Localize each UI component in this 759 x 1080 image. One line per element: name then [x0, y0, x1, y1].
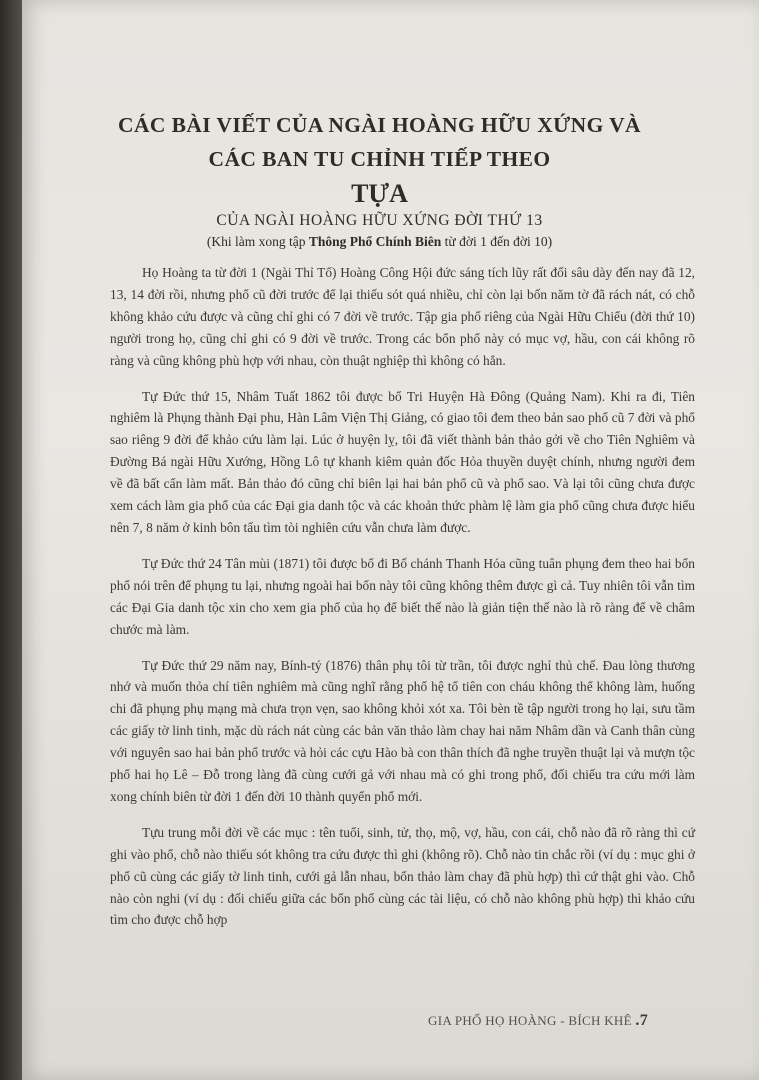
note-bold: Thông Phổ Chính Biên	[308, 234, 442, 249]
title-line-2: CÁC BAN TU CHỈNH TIẾP THEO	[208, 147, 551, 171]
title-line-1: CÁC BÀI VIẾT CỦA NGÀI HOÀNG HỮU XỨNG VÀ	[118, 113, 641, 137]
paragraph-4: Tự Đức thứ 29 năm nay, Bính-tý (1876) thân phụ tôi từ trần, tôi được nghỉ thủ chế. Đau lòng thương nhớ và muốn thỏa chí tiên nghiêm mà cũng nghĩ rằng phổ hệ tổ tiên con cháu không thể không làm, huống chi đã phụng phụ mạng mà chưa trọn vẹn, sao không khỏi xót xa. Tôi bèn tề tập người trong họ lại, sưu tầm các giấy tờ linh tinh, mặc dù rách nát cùng các bản văn thảo làm chay hai năm Nhâm dần và Canh thân cùng với nguyên sao hai bản phổ trước và hỏi các cựu Hào bà con thân thích đã nghe truyền thuật lại và mượn tộc phổ hai họ Lê – Đỗ trong làng đã cùng cưới gả với nhau mà có ghi trong phổ, đối chiếu tra cứu mới làm xong chính biên từ đời 1 đến đời 10 thành quyển phổ mới.	[110, 657, 695, 804]
footer-text: GIA PHỔ HỌ HOÀNG - BÍCH KHÊ	[428, 1013, 632, 1028]
paragraph-1: Họ Hoàng ta từ đời 1 (Ngài Thỉ Tổ) Hoàng Công Hội đức sáng tích lũy rất đối sâu dày đến nay đã 12, 13, 14 đời rồi, nhưng phổ cũ đời trước để lại thiếu sót quá nhiều, chỉ còn lại bốn năm tờ đã rách nát, có chỗ không khảo cứu được và cũng chỉ ghi có 7 đời về trước. Tập gia phổ riêng của Ngài Hữu Chiểu (đời thứ 10) người trong họ, cũng chỉ ghi có 9 đời về trước. Trong các bổn phổ này có mục vợ, hầu, con cái không rõ ràng và cũng không phù hợp với nhau, còn thuật nghiệp thì không có hẳn.	[110, 265, 695, 368]
document-heading	[22, 108, 737, 252]
paragraph-5: Tựu trung mỗi đời về các mục : tên tuổi, sinh, tử, thọ, mộ, vợ, hầu, con cái, chỗ nào đã rõ ràng thì cứ ghi vào phổ, chỗ nào thiếu sót không tra cứu được thì ghi (không rõ). Chỗ nào tin chắc rồi (ví dụ : mục ghi ở phổ cũ cùng các giấy tờ linh tinh, cưới gả lẫn nhau, bổn thảo làm chay đã phù hợp) thì cứ thật ghi vào. Chỗ nào còn nghi (ví dụ : đối chiếu giữa các bổn phổ cùng các tài liệu, có chỗ nào không phù hợp) thì khảo cứu tìm cho được chỗ hợp	[110, 824, 695, 928]
note-suffix: từ đời 1 đến đời 10)	[441, 234, 553, 249]
section-heading: TỰA	[351, 179, 408, 208]
page-number: .7	[635, 1012, 648, 1029]
heading-note	[22, 232, 737, 252]
note-prefix: (Khi làm xong tập	[206, 234, 309, 249]
paragraph-2: Tự Đức thứ 15, Nhâm Tuất 1862 tôi được bổ Tri Huyện Hà Đông (Quảng Nam). Khi ra đi, Tiên nghiêm là Phụng thành Đại phu, Hàn Lâm Viện Thị Giảng, có giao tôi đem theo bản sao phổ cũ 7 đời và phổ sao riêng 9 đời để khảo cứu làm lại. Lúc ở huyện lỵ, tôi đã viết thành bản thảo gởi về cho Tiên Nghiêm và Đường Bá ngài Hữu Xướng, Hồng Lô tự khanh kiêm quản đốc Hỏa thuyền duyệt chính, nhưng người đem về đã bất cẩn làm mất. Bản thảo đó cũng chỉ biên lại hai bản phổ cũ và phổ sao. Và lại tôi cũng chưa được xem cách làm gia phổ của các Đại gia danh tộc và các khoản thức phàm lệ làm gia phổ cũng chưa được hiểu nên 7, 8 năm ở kinh bôn tẩu tìm tòi nghiên cứu vẫn chưa làm được.	[110, 388, 695, 535]
subheading: CỦA NGÀI HOÀNG HỮU XỨNG ĐỜI THỨ 13	[216, 212, 543, 229]
paragraph-3: Tự Đức thứ 24 Tân mùi (1871) tôi được bổ đi Bố chánh Thanh Hóa cũng tuân phụng đem theo hai bổn phổ nói trên để phụng tu lại, nhưng ngoài hai bổn này tôi cũng không thêm được gì cả. Tuy nhiên tôi vẫn tìm các Đại Gia danh tộc xin cho xem gia phổ của họ để biết thế nào là giản tiện thế nào là rõ ràng để về châm chước mà làm.	[110, 555, 695, 637]
page-footer	[428, 1012, 648, 1030]
binding-edge	[0, 0, 22, 1080]
body-text	[110, 262, 695, 945]
